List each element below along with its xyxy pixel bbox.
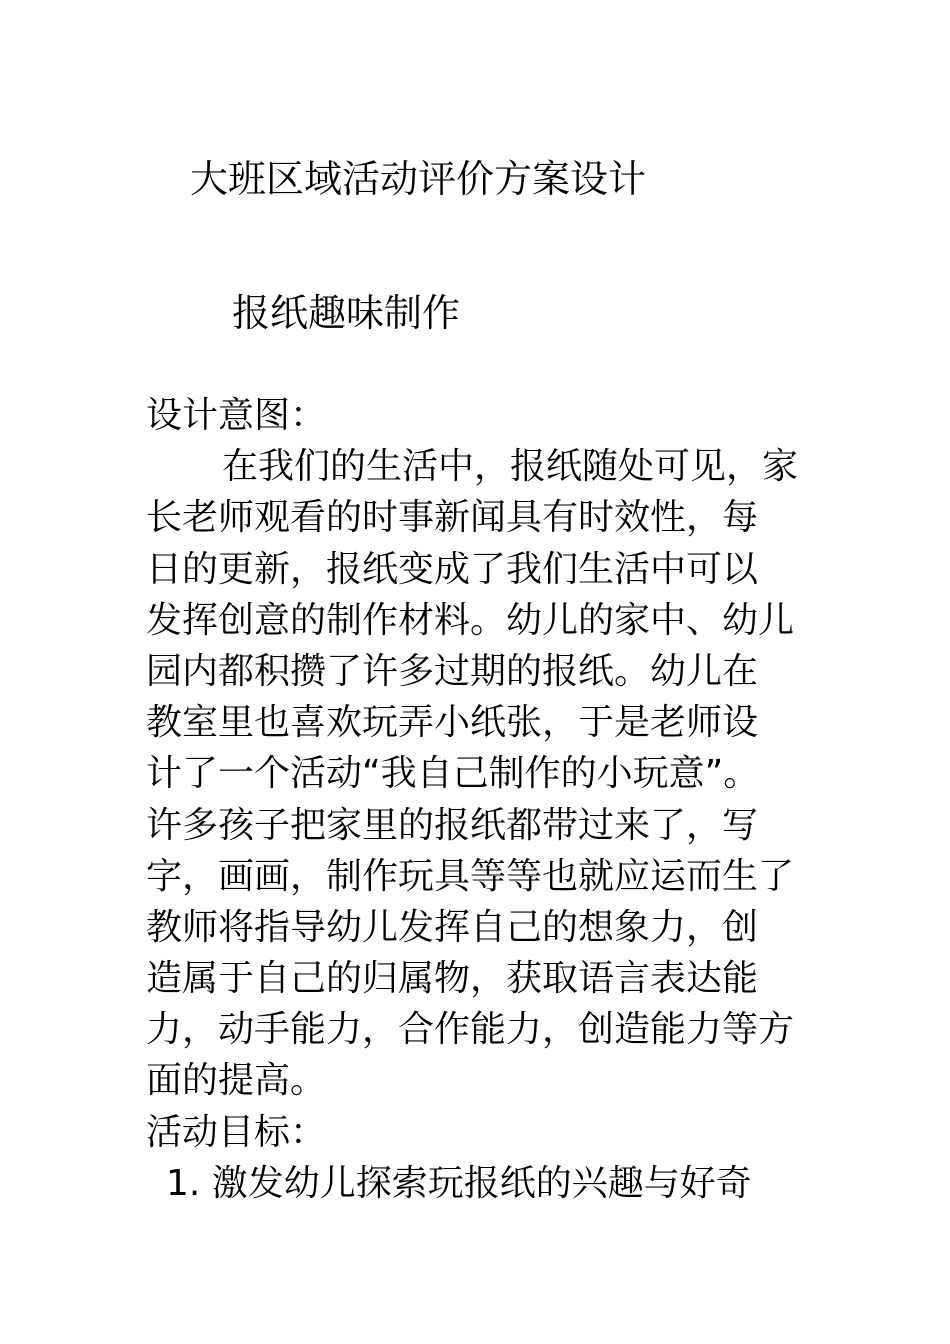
paragraph-line: 日的更新，报纸变成了我们生活中可以: [146, 548, 759, 590]
section-heading-activity-goals: 活动目标：: [146, 1111, 327, 1153]
document-body: [146, 390, 846, 1209]
paragraph-line: 教师将指导幼儿发挥自己的想象力，创: [146, 906, 759, 948]
paragraph-line: 面的提高。: [146, 1060, 327, 1102]
paragraph-line: 计了一个活动“我自己制作的小玩意”。: [146, 753, 760, 795]
document-title: 大班区域活动评价方案设计: [190, 157, 647, 201]
paragraph-line: 力，动手能力，合作能力，创造能力等方: [146, 1009, 795, 1051]
document-subtitle: 报纸趣味制作: [232, 291, 461, 335]
paragraph-line: 发挥创意的制作材料。幼儿的家中、幼儿: [146, 599, 795, 641]
paragraph-line: 在我们的生活中，报纸随处可见，家: [222, 446, 799, 488]
paragraph-line: 造属于自己的归属物，获取语言表达能: [146, 958, 759, 1000]
section-heading-design-intent: 设计意图：: [146, 395, 327, 436]
paragraph-line: 许多孩子把家里的报纸都带过来了，写: [146, 804, 759, 846]
list-item: 1. 激发幼儿探索玩报纸的兴趣与好奇: [166, 1162, 752, 1204]
paragraph-line: 字，画画，制作玩具等等也就应运而生了: [146, 855, 795, 897]
paragraph-line: 长老师观看的时事新闻具有时效性，每: [146, 497, 759, 539]
paragraph-line: 教室里也喜欢玩弄小纸张，于是老师设: [146, 702, 759, 744]
paragraph-line: 园内都积攒了许多过期的报纸。幼儿在: [146, 650, 759, 692]
